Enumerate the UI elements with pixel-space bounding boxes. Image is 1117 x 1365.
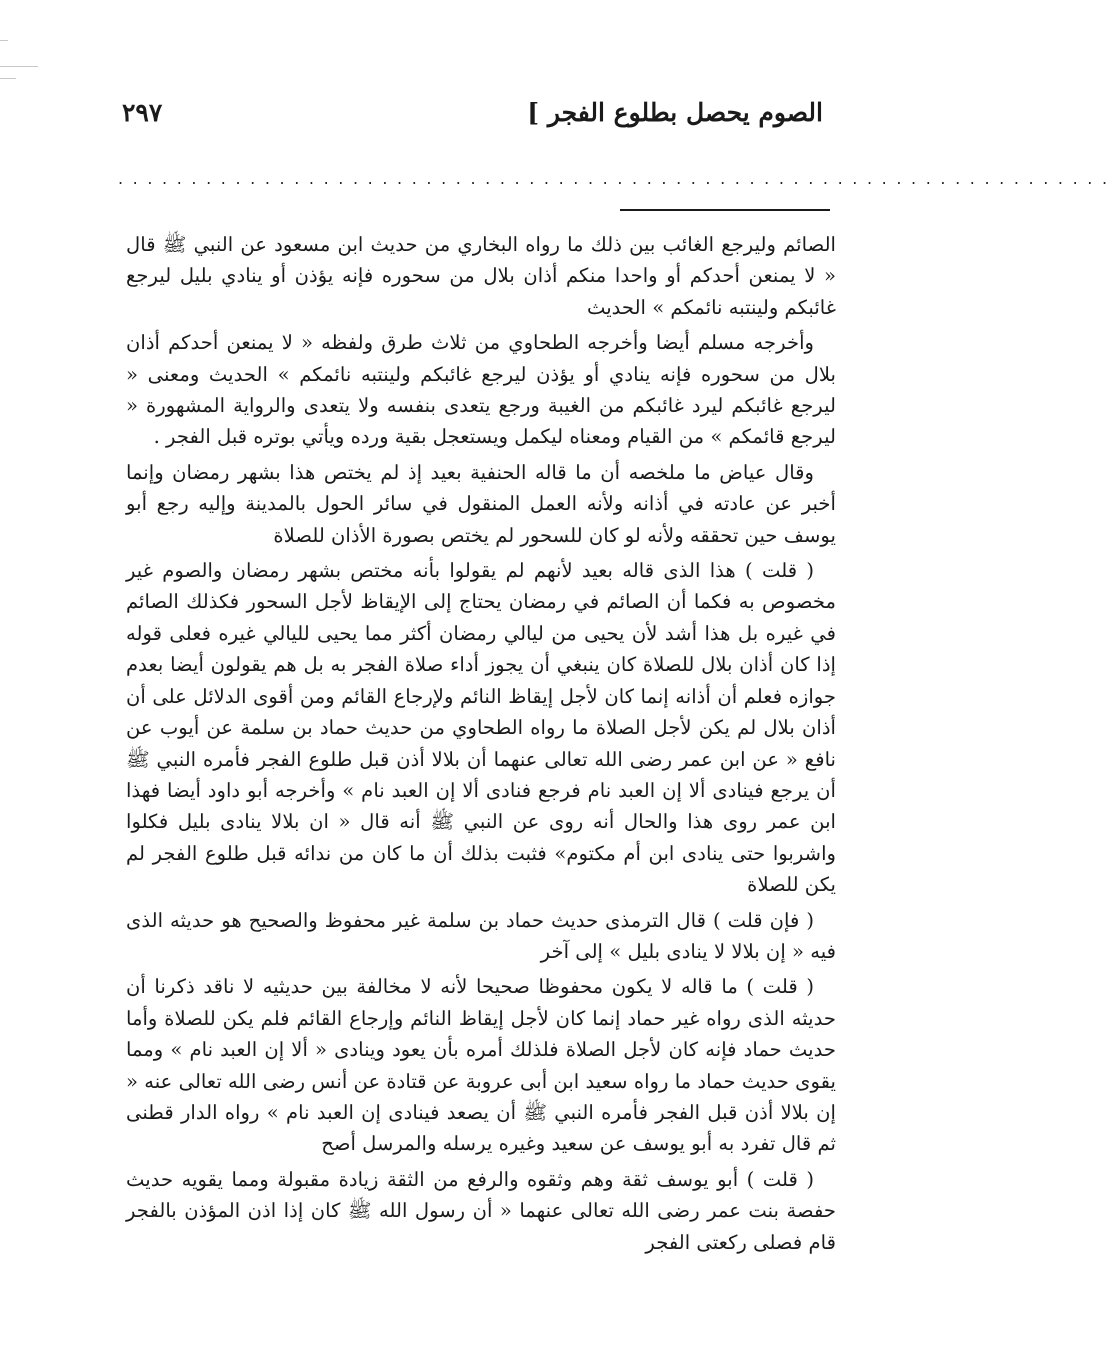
dotted-separator: ....................................................................: [118, 169, 1117, 188]
running-title: الصوم يحصل بطلوع الفجر ]: [527, 97, 823, 127]
paragraph: وأخرجه مسلم أيضا وأخرجه الطحاوي من ثلاث طرق ولفظه « لا يمنعن أحدكم أذان بلال من سحوره فإنه ينادي أو يؤذن ليرجع غائبكم ولينتبه نائمكم » الحديث ومعنى « ليرجع غائبكم ليرد غائبكم من الغيبة ورجع يتعدى بنفسه ولا يتعدى والرواية المشهورة « ليرجع قائمكم » من القيام ومعناه ليكمل ويستعجل بقية ورده ويأتي بوتره قبل الفجر .: [126, 331, 836, 449]
paragraph: ( قلت ) ما قاله لا يكون محفوظا صحيحا لأنه لا مخالفة بين حديثيه لا ناقد ذكرنا أن حديثه الذى رواه غير حماد إنما كان لأجل إيقاظ النائم وإرجاع القائم فلم يكن للصلاة وأما حديث حماد فإنه كان لأجل الصلاة فلذلك أمره بأن يعود وينادى « ألا إن العبد نام » ومما يقوى حديث حماد ما رواه سعيد ابن أبى عروبة عن قتادة عن أنس رضى الله تعالى عنه « إن بلالا أذن قبل الفجر فأمره النبي ﷺ أن يصعد فينادى إن العبد نام » رواه الدار قطنى ثم قال تفرد به أبو يوسف عن سعيد وغيره يرسله والمرسل أصح: [126, 975, 836, 1156]
paragraph: ( قلت ) هذا الذى قاله بعيد لأنهم لم يقولوا بأنه مختص بشهر رمضان والصوم غير مخصوص به فكما أن الصائم في رمضان يحتاج إلى الإيقاظ لأجل السحور فكذلك الصائم في غيره بل هذا أشد لأن يحيى من ليالي رمضان أكثر مما يحيى لليالي غيره فعلى قوله إذا كان أذان بلال للصلاة كان ينبغي أن يجوز أداء صلاة الفجر به بل هم يقولون أيضا بعدم جوازه فعلم أن أذانه إنما كان لأجل إيقاظ النائم ولإرجاع القائم ومن أقوى الدلائل على أن أذان بلال لم يكن لأجل الصلاة ما رواه الطحاوي من حديث حماد بن سلمة عن أيوب عن نافع « عن ابن عمر رضى الله تعالى عنهما أن بلالا أذن قبل طلوع الفجر فأمره النبي ﷺ أن يرجع فينادى ألا إن العبد نام فرجع فنادى ألا إن العبد نام » وأخرجه أبو داود أيضا فهذا ابن عمر روى هذا والحال أنه روى عن النبي ﷺ أنه قال « ان بلالا ينادى بليل فكلوا واشربوا حتى ينادى ابن أم مكتوم» فثبت بذلك أن ما كان من ندائه قبل طلوع الفجر لم يكن للصلاة: [126, 559, 836, 897]
main-text: [126, 229, 836, 1262]
paragraph: ( فإن قلت ) قال الترمذى حديث حماد بن سلمة غير محفوظ والصحيح هو حديثه الذى فيه « إن بلالا لا ينادى بليل » إلى آخر: [126, 908, 836, 963]
page-number: ٢٩٧: [122, 97, 163, 127]
scan-edge-mark: [0, 66, 38, 67]
scan-edge-mark: [0, 78, 16, 79]
scan-edge-mark: [0, 40, 8, 41]
paragraph: وقال عياض ما ملخصه أن ما قاله الحنفية بعيد إذ لم يختص هذا بشهر رمضان وإنما أخبر عن عادته في أذانه ولأنه العمل المنقول في سائر الحول بالمدينة وإليه رجع أبو يوسف حين تحققه ولأنه لو كان للسحور لم يختص بصورة الأذان للصلاة: [126, 460, 836, 547]
paragraph: الصائم وليرجع الغائب بين ذلك ما رواه البخاري من حديث ابن مسعود عن النبي ﷺ قال « لا يمنعن أحدكم أو واحدا منكم أذان بلال من سحوره فإنه يؤذن أو ينادي بليل ليرجع غائبكم ولينتبه نائمكم » الحديث: [126, 233, 836, 319]
footnote-rule: [620, 209, 830, 211]
paragraph: ( قلت ) أبو يوسف ثقة وهم وثقوه والرفع من الثقة زيادة مقبولة ومما يقويه حديث حفصة بنت عمر رضى الله تعالى عنهما « أن رسول الله ﷺ كان إذا اذن المؤذن بالفجر قام فصلى ركعتى الفجر: [126, 1167, 836, 1254]
page-header: [122, 92, 823, 132]
